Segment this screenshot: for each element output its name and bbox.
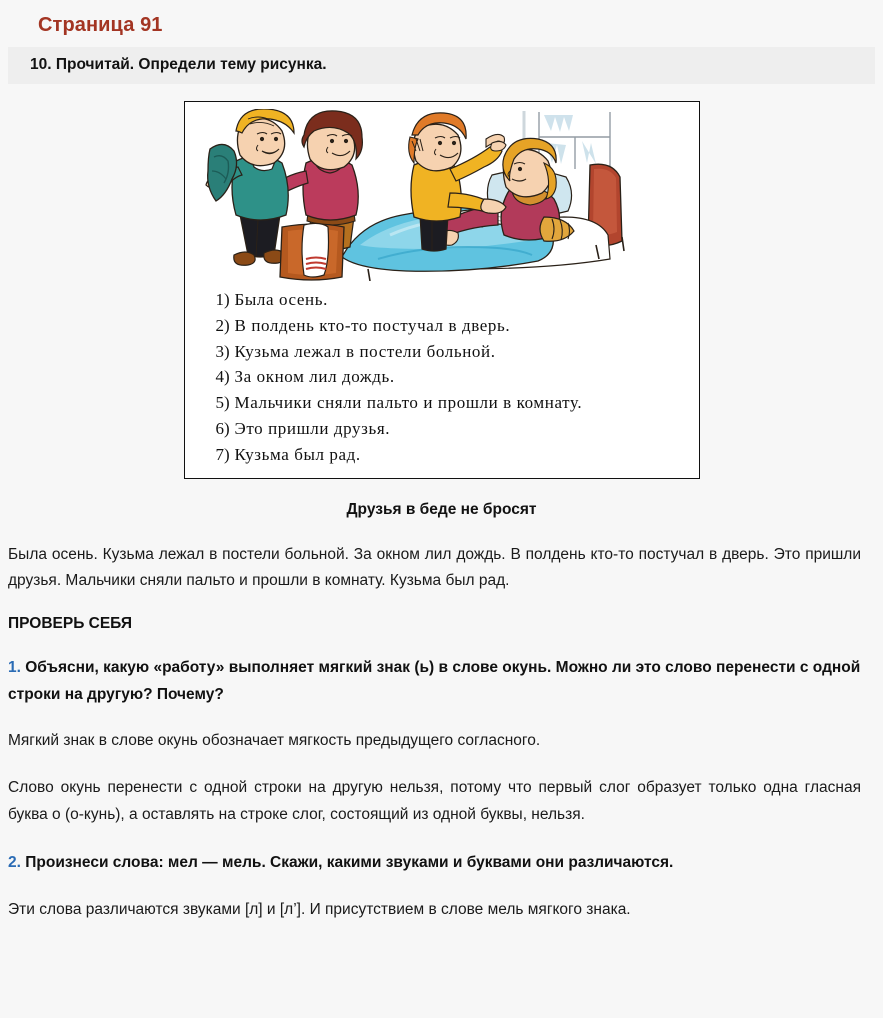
- sentence-number: 5): [215, 393, 230, 413]
- sentence-number: 6): [215, 419, 230, 439]
- sentence-text: За окном лил дождь.: [234, 367, 395, 387]
- sentence-number: 7): [215, 444, 230, 464]
- sentence-list: [192, 287, 692, 468]
- task-banner: 10. Прочитай. Определи тему рисунка.: [8, 47, 875, 84]
- answer-2a: Эти слова различаются звуками [л] и [л’]. И присутствием в слове мель мягкого знака.: [8, 901, 631, 919]
- sentence-text: Кузьма был рад.: [234, 444, 361, 464]
- page-title: Страница 91: [38, 14, 163, 36]
- story-body: Была осень. Кузьма лежал в постели больной. За окном лил дождь. В полдень кто-то постучал в дверь. Это пришли друзья. Мальчики сняли пальто и прошли в комнату. Кузьма был рад.: [8, 545, 861, 590]
- question-2-text: Произнеси слова: мел — мель. Скажи, какими звуками и буквами они различаются.: [25, 854, 674, 872]
- sentence-item: [194, 313, 687, 339]
- figure-wrap: [8, 84, 875, 479]
- sentence-item: [194, 364, 687, 390]
- exercise-box: [184, 101, 700, 479]
- question-2-number: 2.: [8, 854, 21, 872]
- question-2: [8, 850, 875, 877]
- sentence-text: Была осень.: [234, 290, 328, 309]
- sentence-text: Кузьма лежал в постели больной.: [234, 341, 496, 361]
- sentence-number: 2): [215, 315, 230, 335]
- answer-1a: Мягкий знак в слове окунь обозначает мягкость предыдущего согласного.: [8, 732, 541, 750]
- answer-1b: Слово окунь перенести с одной строки на другую нельзя, потому что первый слог образует только одна гласная буква о (о-кунь), а оставлять на строке слог, состоящий из одной буквы, нельзя.: [8, 779, 861, 823]
- sentence-item: [194, 442, 687, 468]
- sentence-number: 1): [215, 290, 230, 309]
- sentence-text: Мальчики сняли пальто и прошли в комнату.: [234, 393, 583, 413]
- sentence-item: [194, 339, 687, 365]
- sentence-item: [194, 287, 687, 313]
- question-1-text: Объясни, какую «работу» выполняет мягкий знак (ь) в слове окунь. Можно ли это слово перенести с одной строки на другую? Почему?: [8, 659, 861, 703]
- question-1: [8, 655, 875, 708]
- sentence-item: [194, 416, 687, 442]
- question-1-number: 1.: [8, 659, 21, 677]
- story-title: Друзья в беде не бросят: [346, 500, 537, 518]
- sentence-item: [194, 390, 687, 416]
- illustration-four-boys-visiting-sick-friend: [192, 109, 692, 281]
- sentence-text: В полдень кто-то постучал в дверь.: [234, 315, 511, 335]
- sentence-number: 4): [215, 367, 230, 387]
- self-check-heading: ПРОВЕРЬ СЕБЯ: [8, 615, 133, 633]
- sentence-number: 3): [215, 341, 230, 361]
- sentence-text: Это пришли друзья.: [234, 419, 391, 439]
